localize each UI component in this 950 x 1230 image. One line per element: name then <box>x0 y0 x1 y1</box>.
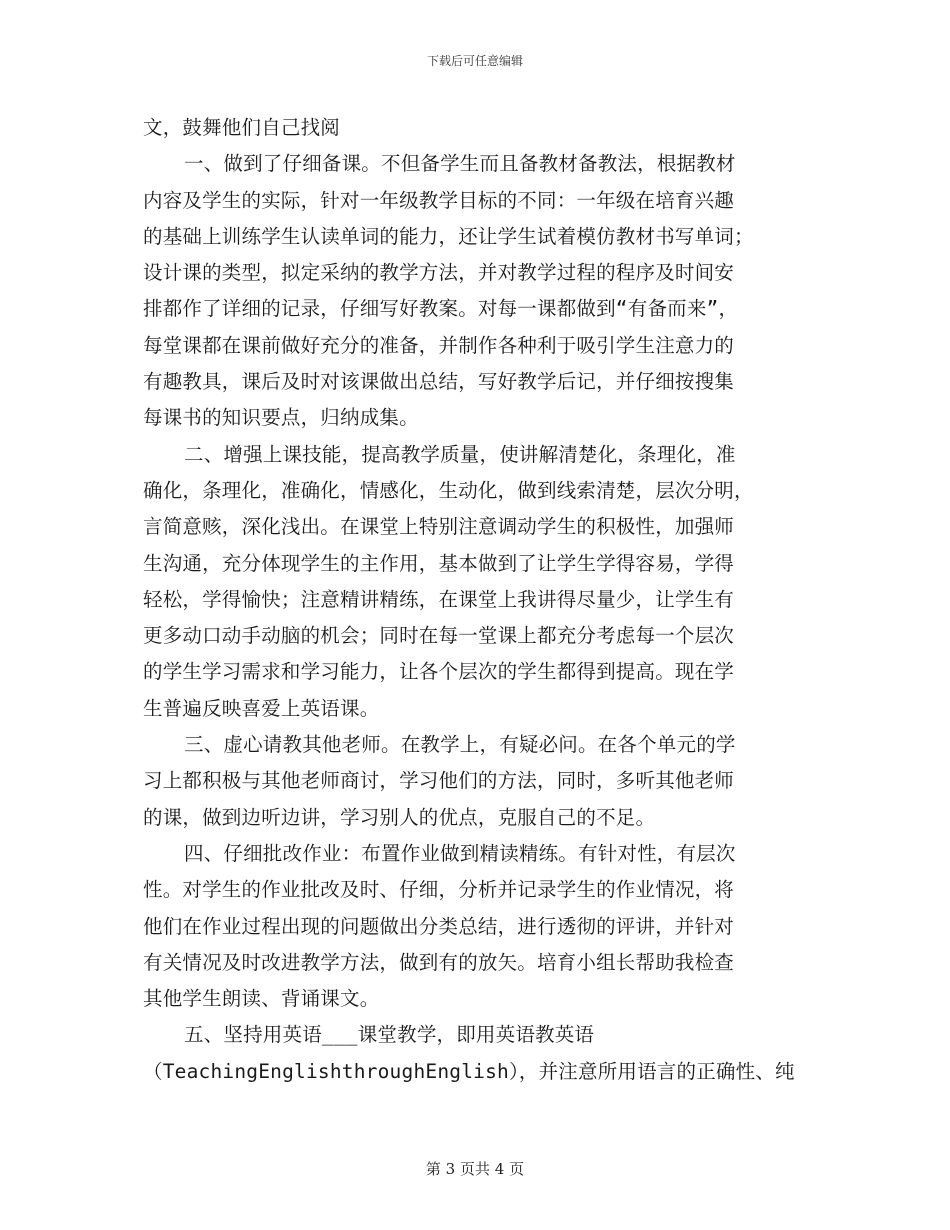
text-line: 每课书的知识要点，归纳成集。 <box>143 406 419 430</box>
text-line: 的课，做到边听边讲，学习别人的优点，克服自己的不足。 <box>143 805 656 829</box>
text-line: 文，鼓舞他们自己找阅 <box>143 116 341 139</box>
text-line: 他们在作业过程出现的问题做出分类总结，进行透彻的评讲，并针对 <box>143 914 735 938</box>
text-line: 设计课的类型，拟定采纳的教学方法，并对教学过程的程序及时间安 <box>143 261 735 285</box>
text-line: 轻松，学得愉快；注意精讲精练，在课堂上我讲得尽量少，让学生有 <box>143 587 735 611</box>
text-line: 排都作了详细的记录，仔细写好教案。对每一课都做到“有备而来”， <box>143 297 739 321</box>
paragraph-start-line: 一、做到了仔细备课。不但备学生而且备教材备教法，根据教材 <box>184 152 736 176</box>
text-line: 确化，条理化，准确化，情感化，生动化，做到线索清楚，层次分明， <box>143 478 754 502</box>
page-footer: 第 3 页共 4 页 <box>425 1160 525 1178</box>
text-line: 性。对学生的作业批改及时、仔细，分析并记录学生的作业情况，将 <box>143 878 735 902</box>
paragraph-start-line: 五、坚持用英语___课堂教学，即用英语教英语 <box>184 1023 595 1047</box>
document-body <box>143 110 823 1090</box>
text-line: 生沟通，充分体现学生的主作用，基本做到了让学生学得容易，学得 <box>143 551 735 575</box>
paragraph-start-line: 三、虚心请教其他老师。在教学上，有疑必问。在各个单元的学 <box>184 733 736 757</box>
text-line: 习上都积极与其他老师商讨，学习他们的方法，同时，多听其他老师 <box>143 769 735 793</box>
page-header: 下载后可任意编辑 <box>426 54 523 68</box>
text-line: 的学生学习需求和学习能力，让各个层次的学生都得到提高。现在学 <box>143 660 735 684</box>
text-line: 有关情况及时改进教学方法，做到有的放矢。培育小组长帮助我检查 <box>143 950 735 974</box>
text-line: 其他学生朗读、背诵课文。 <box>143 987 380 1011</box>
text-line: 生普遍反映喜爱上英语课。 <box>143 696 380 720</box>
paragraph-start-line: 四、仔细批改作业：布置作业做到精读精练。有针对性，有层次 <box>184 841 736 865</box>
text-line: 有趣教具，课后及时对该课做出总结，写好教学后记，并仔细按搜集 <box>143 370 735 394</box>
text-line: 更多动口动手动脑的机会；同时在每一堂课上都充分考虑每一个层次 <box>143 624 735 648</box>
text-line: 的基础上训练学生认读单词的能力，还让学生试着模仿教材书写单词； <box>143 224 754 248</box>
text-line: （TeachingEnglishthroughEnglish），并注意所用语言的正确性、纯 <box>143 1059 795 1083</box>
text-line: 每堂课都在课前做好充分的准备，并制作各种利于吸引学生注意力的 <box>143 333 735 357</box>
paragraph-start-line: 二、增强上课技能，提高教学质量，使讲解清楚化，条理化，准 <box>184 442 736 466</box>
text-line: 言简意赅，深化浅出。在课堂上特别注意调动学生的积极性，加强师 <box>143 515 735 539</box>
text-line: 内容及学生的实际，针对一年级教学目标的不同：一年级在培育兴趣 <box>143 188 735 212</box>
